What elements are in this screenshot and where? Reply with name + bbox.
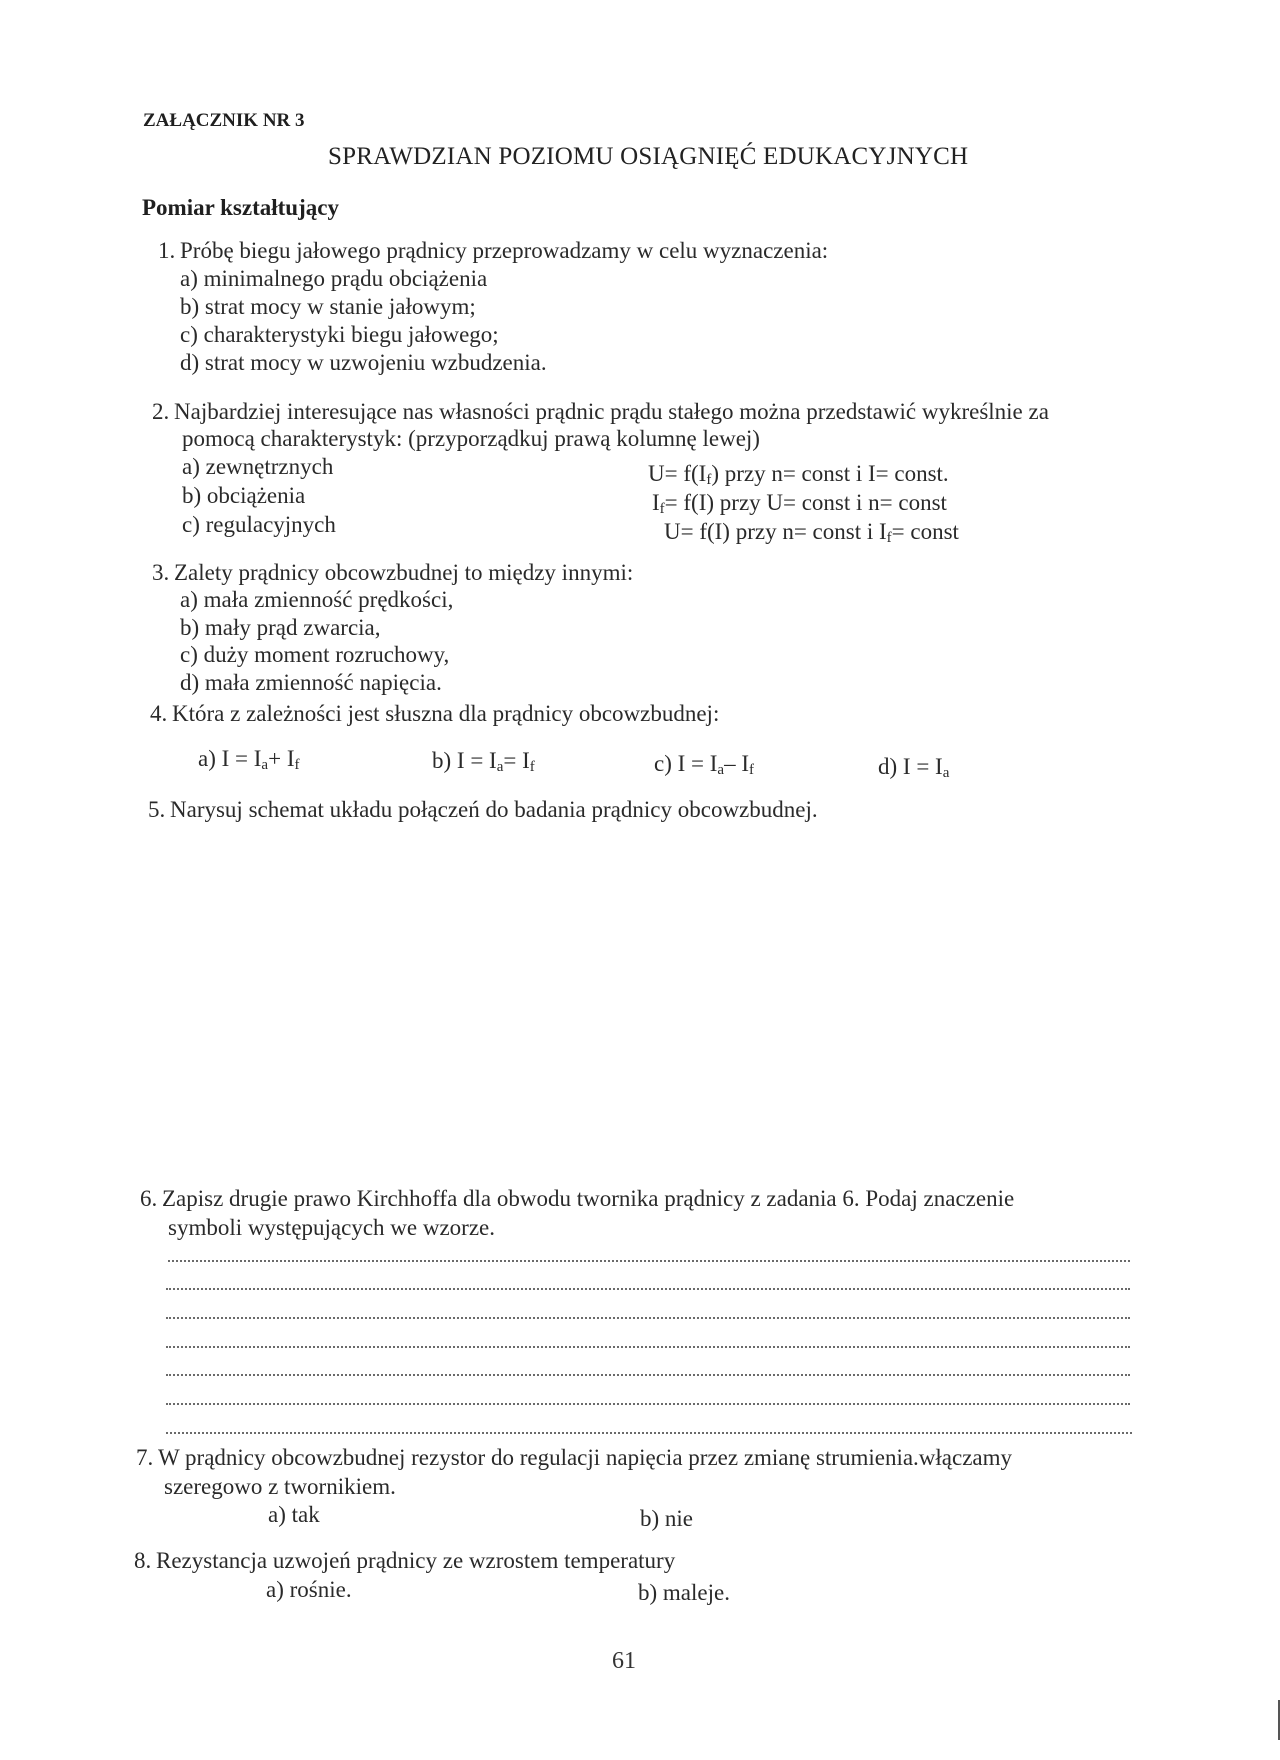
drawing-area [150, 840, 1130, 1170]
question-2-left-b: b) obciążenia [182, 483, 306, 508]
question-4-option-c: c) $I = I_a-$ $I_f$ [654, 751, 755, 778]
question-1-option-d: d) strat mocy w uzwojeniu wzbudzenia. [180, 350, 547, 375]
question-7-line-2: szeregowo z twornikiem. [164, 1474, 396, 1499]
question-2-line-2: pomocą charakterystyk: (przyporządkuj prawą kolumnę lewej) [182, 426, 760, 451]
question-1-text: Próbę biegu jałowego prądnicy przeprowadzamy w celu wyznaczenia: [180, 238, 829, 263]
question-6-line-1: Zapisz drugie prawo Kirchhoffa dla obwodu twornika prądnicy z zadania 6. Podaj znaczenie [162, 1186, 1015, 1211]
question-4-option-a: a) $I = I_a+ I_f$ [198, 746, 300, 773]
question-2-line-1: Najbardziej interesujące nas własności prądnic prądu stałego można przedstawić wykreślnie za [174, 399, 1049, 424]
question-7-number: 7. [136, 1445, 154, 1470]
answer-line-5[interactable] [166, 1374, 1130, 1376]
question-1-option-b: b) strat mocy w stanie jałowym; [180, 294, 476, 319]
question-3-option-d: d) mała zmienność napięcia. [180, 670, 442, 695]
question-4-text: Która z zależności jest słuszna dla prądnicy obcowzbudnej: [172, 701, 720, 726]
answer-line-7[interactable] [166, 1432, 1132, 1434]
question-3-stem [152, 559, 633, 587]
question-8-text: Rezystancja uzwojeń prądnicy ze wzrostem temperatury [156, 1548, 676, 1573]
answer-line-2[interactable] [166, 1288, 1130, 1290]
question-6-stem [140, 1185, 1014, 1213]
question-2-number: 2. [152, 399, 170, 424]
question-8-number: 8. [134, 1548, 152, 1573]
question-1-option-c: c) charakterystyki biegu jałowego; [180, 322, 499, 347]
question-2-right-2: $I_f= f(I)$ przy U= const i n= const [652, 490, 947, 517]
question-7-stem [136, 1444, 1012, 1472]
answer-line-6[interactable] [166, 1403, 1130, 1405]
question-3-option-b: b) mały prąd zwarcia, [180, 615, 381, 640]
question-4-option-d: d) $I = I_a$ [878, 754, 950, 781]
question-3-number: 3. [152, 560, 170, 585]
question-3-option-a: a) mała zmienność prędkości, [180, 587, 454, 612]
question-2-right-3: U= f(I) przy n= const i $I_f=$ const [664, 519, 959, 546]
question-2-stem [152, 398, 1049, 426]
question-5 [148, 796, 818, 824]
question-8-option-b: b) maleje. [638, 1580, 730, 1605]
question-7-option-b: b) nie [640, 1506, 694, 1531]
annex-label: ZAŁĄCZNIK NR 3 [143, 110, 305, 131]
question-1-stem [158, 237, 828, 265]
question-6-line-2: symboli występujących we wzorze. [168, 1215, 496, 1240]
answer-line-3[interactable] [166, 1317, 1130, 1319]
question-5-text: Narysuj schemat układu połączeń do badania prądnicy obcowzbudnej. [170, 797, 818, 822]
question-2-right-1: $U= f(I_f)$ przy n= const i I= const. [648, 461, 949, 488]
question-2-left-c: c) regulacyjnych [182, 512, 336, 537]
question-4-stem [150, 700, 719, 728]
page-number: 61 [612, 1648, 636, 1674]
question-8-option-a: a) rośnie. [266, 1577, 352, 1602]
question-7-option-a: a) tak [268, 1502, 320, 1527]
question-6-number: 6. [140, 1186, 158, 1211]
answer-line-4[interactable] [166, 1346, 1130, 1348]
question-1-number: 1. [158, 238, 176, 263]
question-7-line-1: W prądnicy obcowzbudnej rezystor do regulacji napięcia przez zmianę strumienia.włączamy [158, 1445, 1013, 1470]
section-subtitle: Pomiar kształtujący [142, 195, 339, 220]
question-8-stem [134, 1547, 675, 1575]
question-4-number: 4. [150, 701, 168, 726]
question-5-number: 5. [148, 797, 166, 822]
question-3-option-c: c) duży moment rozruchowy, [180, 642, 450, 667]
answer-line-1[interactable] [168, 1260, 1130, 1262]
question-1-option-a: a) minimalnego prądu obciążenia [180, 266, 488, 291]
page-title: SPRAWDZIAN POZIOMU OSIĄGNIĘĆ EDUKACYJNYCH [328, 143, 969, 170]
question-2-left-a: a) zewnętrznych [182, 454, 334, 479]
question-3-text: Zalety prądnicy obcowzbudnej to między innymi: [174, 560, 634, 585]
question-4-option-b: b) $I = I_a= I_f$ [432, 748, 535, 775]
